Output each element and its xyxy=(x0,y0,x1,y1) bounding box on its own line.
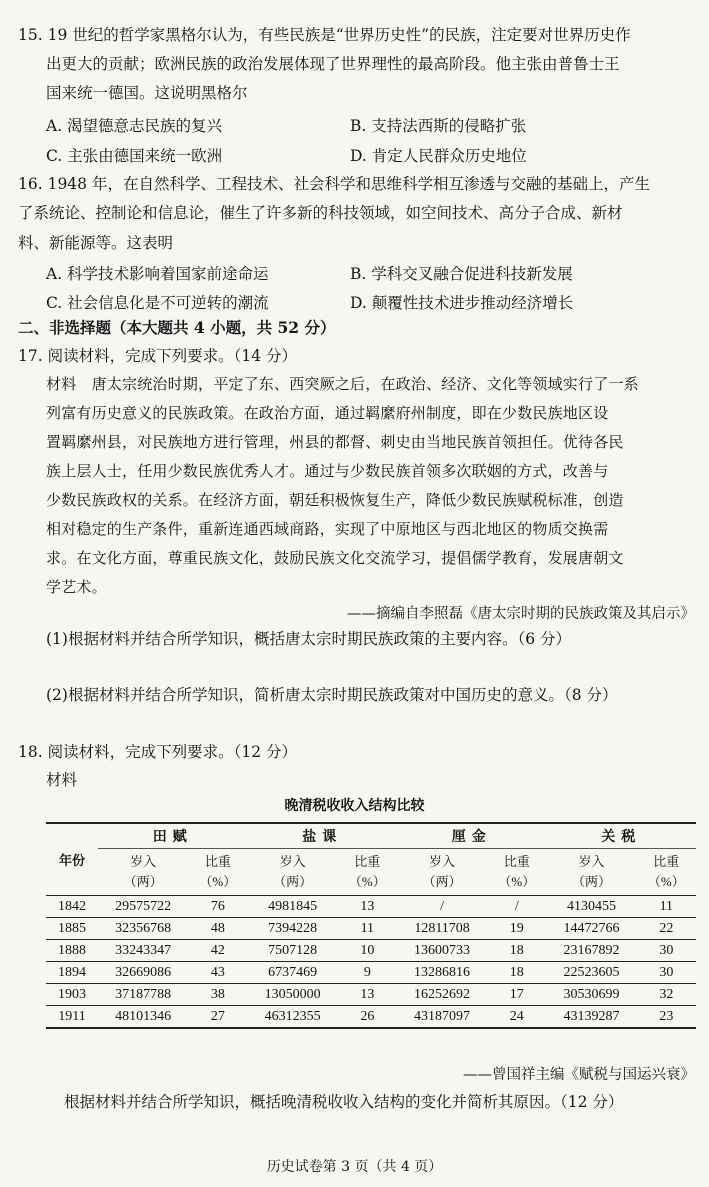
share-cell: 18 xyxy=(487,940,546,962)
income-cell: / xyxy=(397,896,487,918)
income-cell: 32356768 xyxy=(98,918,188,940)
income-cell: 43187097 xyxy=(397,1006,487,1029)
q17-material-line: 相对稳定的生产条件，重新连通西域商路，实现了中原地区与西北地区的物质交换需 xyxy=(46,520,609,538)
share-cell: 42 xyxy=(188,940,247,962)
income-cell: 14472766 xyxy=(546,918,636,940)
share-cell: 27 xyxy=(188,1006,247,1029)
q15-line-2: 出更大的贡献；欧洲民族的政治发展体现了世界理性的最高阶段。他主张由普鲁士王 xyxy=(46,55,620,73)
q17-material-line: 族上层人士，任用少数民族优秀人才。通过与少数民族首领多次联姻的方式，改善与 xyxy=(46,462,609,480)
year-cell: 1903 xyxy=(46,984,98,1006)
income-header: 岁入 （两） xyxy=(247,849,337,896)
share-cell: 18 xyxy=(487,962,546,984)
income-header: 岁入 （两） xyxy=(98,849,188,896)
share-cell: 9 xyxy=(338,962,397,984)
table-row xyxy=(46,896,696,918)
share-cell: 23 xyxy=(637,1006,696,1029)
income-cell: 4130455 xyxy=(546,896,636,918)
share-cell: 43 xyxy=(188,962,247,984)
table-row xyxy=(46,918,696,940)
income-cell: 7394228 xyxy=(247,918,337,940)
q17-material-line: 少数民族政权的关系。在经济方面，朝廷积极恢复生产，降低少数民族赋税标准，创造 xyxy=(46,491,624,509)
q16-option-a: A. 科学技术影响着国家前途命运 xyxy=(46,265,269,283)
q17-sub-question-2: (2)根据材料并结合所学知识，简析唐太宗时期民族政策对中国历史的意义。（8 分） xyxy=(46,686,618,704)
table-sub-header-row xyxy=(46,849,696,896)
q15-line-3: 国来统一德国。这说明黑格尔 xyxy=(46,84,248,102)
year-cell: 1888 xyxy=(46,940,98,962)
table-row xyxy=(46,984,696,1006)
tax-revenue-table xyxy=(46,822,696,1029)
q18-material-label: 材料 xyxy=(46,771,78,789)
income-cell: 43139287 xyxy=(546,1006,636,1029)
q17-source: ——摘编自李照磊《唐太宗时期的民族政策及其启示》 xyxy=(347,606,695,622)
q15-line-1: 15. 19 世纪的哲学家黑格尔认为，有些民族是“世界历史性”的民族，注定要对世界历史作 xyxy=(18,26,631,44)
share-cell: 11 xyxy=(637,896,696,918)
share-header: 比重 （%） xyxy=(637,849,696,896)
table-title: 晚清税收收入结构比较 xyxy=(284,798,425,814)
table-row xyxy=(46,1006,696,1029)
income-cell: 12811708 xyxy=(397,918,487,940)
q15-option-c: C. 主张由德国来统一欧洲 xyxy=(46,147,223,165)
share-cell: 19 xyxy=(487,918,546,940)
income-cell: 48101346 xyxy=(98,1006,188,1029)
income-cell: 13050000 xyxy=(247,984,337,1006)
share-header: 比重 （%） xyxy=(487,849,546,896)
q16-option-b: B. 学科交叉融合促进科技新发展 xyxy=(350,265,573,283)
group-header-customs: 关税 xyxy=(546,823,696,849)
q17-title: 17. 阅读材料，完成下列要求。（14 分） xyxy=(18,347,297,365)
income-cell: 6737469 xyxy=(247,962,337,984)
share-cell: 13 xyxy=(338,896,397,918)
page-footer: 历史试卷第 3 页（共 4 页） xyxy=(266,1159,443,1175)
q17-material-line: 列富有历史意义的民族政策。在政治方面，通过羁縻府州制度，即在少数民族地区设 xyxy=(46,404,609,422)
q18-source: ——曾国祥主编《赋税与国运兴衰》 xyxy=(463,1067,695,1083)
q17-sub-question-1: (1)根据材料并结合所学知识，概括唐太宗时期民族政策的主要内容。（6 分） xyxy=(46,630,571,648)
share-cell: 17 xyxy=(487,984,546,1006)
income-cell: 7507128 xyxy=(247,940,337,962)
group-header-salt-tax: 盐课 xyxy=(247,823,396,849)
year-cell: 1894 xyxy=(46,962,98,984)
group-header-land-tax: 田赋 xyxy=(98,823,247,849)
income-cell: 23167892 xyxy=(546,940,636,962)
share-cell: 76 xyxy=(188,896,247,918)
share-cell: 32 xyxy=(637,984,696,1006)
share-cell: 13 xyxy=(338,984,397,1006)
income-cell: 37187788 xyxy=(98,984,188,1006)
q18-title: 18. 阅读材料，完成下列要求。（12 分） xyxy=(18,743,297,761)
q17-material-line: 求。在文化方面，尊重民族文化，鼓励民族文化交流学习，提倡儒学教育，发展唐朝文 xyxy=(46,549,624,567)
share-header: 比重 （%） xyxy=(338,849,397,896)
income-cell: 13600733 xyxy=(397,940,487,962)
q17-material-line: 置羁縻州县，对民族地方进行管理，州县的都督、刺史由当地民族首领担任。优待各民 xyxy=(46,433,624,451)
income-cell: 13286816 xyxy=(397,962,487,984)
share-cell: / xyxy=(487,896,546,918)
q15-option-d: D. 肯定人民群众历史地位 xyxy=(350,147,527,165)
share-cell: 10 xyxy=(338,940,397,962)
q16-line-3: 料、新能源等。这表明 xyxy=(18,234,174,252)
share-cell: 48 xyxy=(188,918,247,940)
q16-option-c: C. 社会信息化是不可逆转的潮流 xyxy=(46,294,269,312)
income-cell: 29575722 xyxy=(98,896,188,918)
table-group-header-row xyxy=(46,823,696,849)
income-cell: 33243347 xyxy=(98,940,188,962)
table-row xyxy=(46,962,696,984)
income-cell: 22523605 xyxy=(546,962,636,984)
share-cell: 38 xyxy=(188,984,247,1006)
group-header-lijin: 厘金 xyxy=(397,823,546,849)
share-cell: 11 xyxy=(338,918,397,940)
q16-line-2: 了系统论、控制论和信息论，催生了许多新的科技领域，如空间技术、高分子合成、新材 xyxy=(18,204,623,222)
income-cell: 16252692 xyxy=(397,984,487,1006)
q17-material-line: 材料 唐太宗统治时期，平定了东、西突厥之后，在政治、经济、文化等领域实行了一系 xyxy=(46,375,639,393)
table-body xyxy=(46,896,696,1029)
table-row xyxy=(46,940,696,962)
share-cell: 30 xyxy=(637,940,696,962)
q15-option-b: B. 支持法西斯的侵略扩张 xyxy=(350,117,527,135)
income-header: 岁入 （两） xyxy=(546,849,636,896)
income-cell: 30530699 xyxy=(546,984,636,1006)
share-cell: 26 xyxy=(338,1006,397,1029)
q16-option-d: D. 颠覆性技术进步推动经济增长 xyxy=(350,294,574,312)
section-heading: 二、非选择题（本大题共 4 小题，共 52 分） xyxy=(18,318,336,337)
income-header: 岁入 （两） xyxy=(397,849,487,896)
q18-question: 根据材料并结合所学知识，概括晚清税收收入结构的变化并简析其原因。（12 分） xyxy=(64,1093,624,1111)
year-cell: 1885 xyxy=(46,918,98,940)
q17-material-line: 学艺术。 xyxy=(46,578,107,596)
year-header: 年份 xyxy=(46,823,98,896)
year-cell: 1842 xyxy=(46,896,98,918)
income-cell: 46312355 xyxy=(247,1006,337,1029)
income-cell: 32669086 xyxy=(98,962,188,984)
income-cell: 4981845 xyxy=(247,896,337,918)
year-cell: 1911 xyxy=(46,1006,98,1029)
share-cell: 22 xyxy=(637,918,696,940)
share-cell: 24 xyxy=(487,1006,546,1029)
share-header: 比重 （%） xyxy=(188,849,247,896)
share-cell: 30 xyxy=(637,962,696,984)
q15-option-a: A. 渴望德意志民族的复兴 xyxy=(46,117,223,135)
q16-line-1: 16. 1948 年，在自然科学、工程技术、社会科学和思维科学相互渗透与交融的基础上，产生 xyxy=(18,175,650,193)
